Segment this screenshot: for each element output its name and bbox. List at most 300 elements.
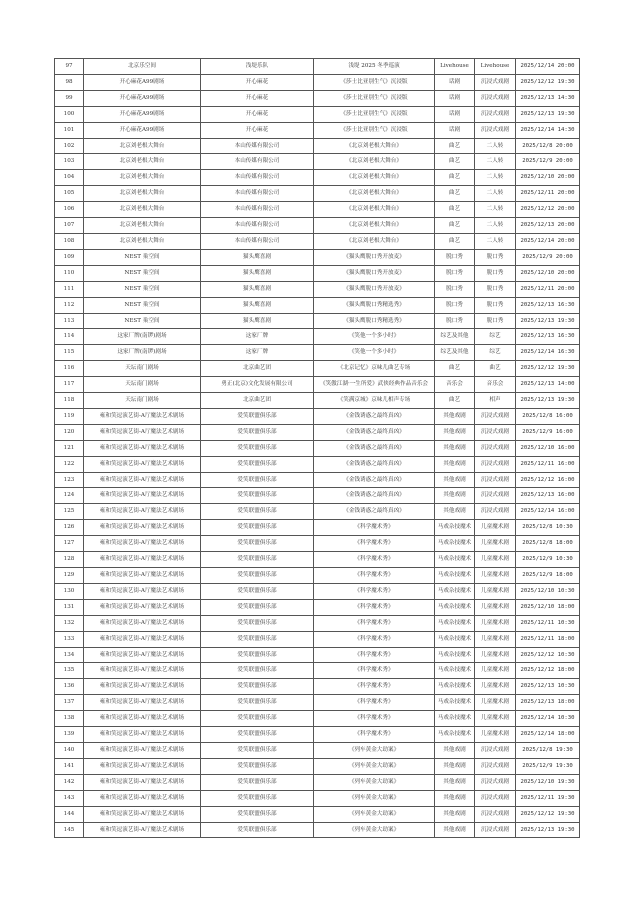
organizer-cell: 爱笑联盟俱乐部 bbox=[201, 583, 314, 599]
category-cell: 其他戏剧 bbox=[435, 440, 475, 456]
showtime-cell: 2025/12/14 16:30 bbox=[516, 345, 580, 361]
showtime-cell: 2025/12/11 19:30 bbox=[516, 790, 580, 806]
organizer-cell: 爱笑联盟俱乐部 bbox=[201, 758, 314, 774]
row-number-cell: 100 bbox=[55, 106, 84, 122]
venue-cell: 北京刘老根大舞台 bbox=[84, 138, 201, 154]
category-cell: 音乐会 bbox=[435, 377, 475, 393]
subcategory-cell: 沉浸式戏剧 bbox=[475, 408, 516, 424]
showtime-cell: 2025/12/10 20:00 bbox=[516, 265, 580, 281]
table-row bbox=[55, 345, 580, 361]
venue-cell: 北京刘老根大舞台 bbox=[84, 233, 201, 249]
category-cell: 其他戏剧 bbox=[435, 472, 475, 488]
performance-schedule-table bbox=[54, 58, 580, 838]
category-cell: 马戏杂技魔术 bbox=[435, 647, 475, 663]
showtime-cell: 2025/12/12 20:00 bbox=[516, 202, 580, 218]
venue-cell: 雍和笑逗演艺街-A厅魔法艺术剧场 bbox=[84, 679, 201, 695]
row-number-cell: 97 bbox=[55, 59, 84, 75]
show-title-cell: 《科学魔术秀》 bbox=[314, 695, 435, 711]
subcategory-cell: 脱口秀 bbox=[475, 249, 516, 265]
row-number-cell: 111 bbox=[55, 281, 84, 297]
show-title-cell: 《北京刘老根大舞台》 bbox=[314, 218, 435, 234]
venue-cell: 北京刘老根大舞台 bbox=[84, 170, 201, 186]
show-title-cell: 《金钱诱惑之最终真凶》 bbox=[314, 488, 435, 504]
organizer-cell: 北京曲艺团 bbox=[201, 361, 314, 377]
organizer-cell: 爱笑联盟俱乐部 bbox=[201, 806, 314, 822]
show-title-cell: 《笑他一个多小时》 bbox=[314, 329, 435, 345]
table-row bbox=[55, 695, 580, 711]
show-title-cell: 《莎士比亚别生气》沉浸版 bbox=[314, 74, 435, 90]
showtime-cell: 2025/12/13 16:00 bbox=[516, 488, 580, 504]
category-cell: 话剧 bbox=[435, 122, 475, 138]
venue-cell: 北京刘老根大舞台 bbox=[84, 186, 201, 202]
venue-cell: 北京刘老根大舞台 bbox=[84, 202, 201, 218]
table-row bbox=[55, 504, 580, 520]
venue-cell: 开心麻花A99剧场 bbox=[84, 74, 201, 90]
venue-cell: 雍和笑逗演艺街-A厅魔法艺术剧场 bbox=[84, 663, 201, 679]
table-row bbox=[55, 456, 580, 472]
show-title-cell: 《科学魔术秀》 bbox=[314, 568, 435, 584]
organizer-cell: 爱笑联盟俱乐部 bbox=[201, 568, 314, 584]
show-title-cell: 《笑傲江湖·一生所爱》武侠经典作品音乐会 bbox=[314, 377, 435, 393]
venue-cell: 这家厂牌(南锣)剧场 bbox=[84, 345, 201, 361]
show-title-cell: 《笑满京城》京味儿相声专场 bbox=[314, 393, 435, 409]
table-row bbox=[55, 552, 580, 568]
row-number-cell: 123 bbox=[55, 472, 84, 488]
subcategory-cell: 音乐会 bbox=[475, 377, 516, 393]
showtime-cell: 2025/12/9 16:00 bbox=[516, 424, 580, 440]
category-cell: 脱口秀 bbox=[435, 265, 475, 281]
showtime-cell: 2025/12/9 10:30 bbox=[516, 552, 580, 568]
venue-cell: 雍和笑逗演艺街-A厅魔法艺术剧场 bbox=[84, 408, 201, 424]
show-title-cell: 《莎士比亚别生气》沉浸版 bbox=[314, 106, 435, 122]
row-number-cell: 132 bbox=[55, 615, 84, 631]
show-title-cell: 《列车黄金大劫案》 bbox=[314, 758, 435, 774]
organizer-cell: 爱笑联盟俱乐部 bbox=[201, 727, 314, 743]
organizer-cell: 勇正(北京)文化发展有限公司 bbox=[201, 377, 314, 393]
venue-cell: 雍和笑逗演艺街-A厅魔法艺术剧场 bbox=[84, 790, 201, 806]
organizer-cell: 浅堤乐队 bbox=[201, 59, 314, 75]
showtime-cell: 2025/12/13 18:00 bbox=[516, 695, 580, 711]
category-cell: 话剧 bbox=[435, 90, 475, 106]
subcategory-cell: 综艺 bbox=[475, 329, 516, 345]
table-row bbox=[55, 233, 580, 249]
organizer-cell: 本山传媒有限公司 bbox=[201, 233, 314, 249]
subcategory-cell: 儿童魔术剧 bbox=[475, 727, 516, 743]
organizer-cell: 本山传媒有限公司 bbox=[201, 138, 314, 154]
venue-cell: 雍和笑逗演艺街-A厅魔法艺术剧场 bbox=[84, 568, 201, 584]
showtime-cell: 2025/12/9 18:00 bbox=[516, 568, 580, 584]
table-row bbox=[55, 790, 580, 806]
table-row bbox=[55, 711, 580, 727]
category-cell: 曲艺 bbox=[435, 393, 475, 409]
organizer-cell: 爱笑联盟俱乐部 bbox=[201, 615, 314, 631]
table-row bbox=[55, 297, 580, 313]
show-title-cell: 《北京刘老根大舞台》 bbox=[314, 233, 435, 249]
category-cell: 话剧 bbox=[435, 74, 475, 90]
subcategory-cell: 沉浸式戏剧 bbox=[475, 74, 516, 90]
subcategory-cell: 沉浸式戏剧 bbox=[475, 472, 516, 488]
venue-cell: 雍和笑逗演艺街-A厅魔法艺术剧场 bbox=[84, 552, 201, 568]
subcategory-cell: 综艺 bbox=[475, 345, 516, 361]
row-number-cell: 130 bbox=[55, 583, 84, 599]
row-number-cell: 105 bbox=[55, 186, 84, 202]
subcategory-cell: Livehouse bbox=[475, 59, 516, 75]
venue-cell: 北京刘老根大舞台 bbox=[84, 218, 201, 234]
subcategory-cell: 二人转 bbox=[475, 138, 516, 154]
show-title-cell: 《科学魔术秀》 bbox=[314, 536, 435, 552]
show-title-cell: 《列车黄金大劫案》 bbox=[314, 742, 435, 758]
venue-cell: NEST 巢空间 bbox=[84, 281, 201, 297]
row-number-cell: 131 bbox=[55, 599, 84, 615]
venue-cell: 雍和笑逗演艺街-A厅魔法艺术剧场 bbox=[84, 472, 201, 488]
showtime-cell: 2025/12/10 18:00 bbox=[516, 599, 580, 615]
organizer-cell: 爱笑联盟俱乐部 bbox=[201, 822, 314, 838]
organizer-cell: 爱笑联盟俱乐部 bbox=[201, 424, 314, 440]
showtime-cell: 2025/12/13 19:30 bbox=[516, 822, 580, 838]
row-number-cell: 136 bbox=[55, 679, 84, 695]
venue-cell: 雍和笑逗演艺街-A厅魔法艺术剧场 bbox=[84, 822, 201, 838]
venue-cell: 开心麻花A99剧场 bbox=[84, 122, 201, 138]
table-row bbox=[55, 568, 580, 584]
showtime-cell: 2025/12/12 19:30 bbox=[516, 361, 580, 377]
show-title-cell: 《列车黄金大劫案》 bbox=[314, 822, 435, 838]
row-number-cell: 118 bbox=[55, 393, 84, 409]
organizer-cell: 爱笑联盟俱乐部 bbox=[201, 472, 314, 488]
showtime-cell: 2025/12/13 16:30 bbox=[516, 329, 580, 345]
category-cell: 马戏杂技魔术 bbox=[435, 679, 475, 695]
organizer-cell: 爱笑联盟俱乐部 bbox=[201, 488, 314, 504]
showtime-cell: 2025/12/11 18:00 bbox=[516, 631, 580, 647]
show-title-cell: 《列车黄金大劫案》 bbox=[314, 790, 435, 806]
subcategory-cell: 沉浸式戏剧 bbox=[475, 790, 516, 806]
showtime-cell: 2025/12/14 20:00 bbox=[516, 59, 580, 75]
venue-cell: NEST 巢空间 bbox=[84, 265, 201, 281]
row-number-cell: 133 bbox=[55, 631, 84, 647]
show-title-cell: 《列车黄金大劫案》 bbox=[314, 774, 435, 790]
venue-cell: 雍和笑逗演艺街-A厅魔法艺术剧场 bbox=[84, 727, 201, 743]
table-row bbox=[55, 154, 580, 170]
show-title-cell: 《列车黄金大劫案》 bbox=[314, 806, 435, 822]
show-title-cell: 《金钱诱惑之最终真凶》 bbox=[314, 424, 435, 440]
organizer-cell: 本山传媒有限公司 bbox=[201, 170, 314, 186]
category-cell: 其他戏剧 bbox=[435, 488, 475, 504]
row-number-cell: 141 bbox=[55, 758, 84, 774]
row-number-cell: 138 bbox=[55, 711, 84, 727]
row-number-cell: 125 bbox=[55, 504, 84, 520]
category-cell: 马戏杂技魔术 bbox=[435, 568, 475, 584]
table-row bbox=[55, 170, 580, 186]
show-title-cell: 《莎士比亚别生气》沉浸版 bbox=[314, 90, 435, 106]
subcategory-cell: 儿童魔术剧 bbox=[475, 679, 516, 695]
venue-cell: 雍和笑逗演艺街-A厅魔法艺术剧场 bbox=[84, 599, 201, 615]
show-title-cell: 《科学魔术秀》 bbox=[314, 647, 435, 663]
row-number-cell: 114 bbox=[55, 329, 84, 345]
organizer-cell: 爱笑联盟俱乐部 bbox=[201, 647, 314, 663]
subcategory-cell: 儿童魔术剧 bbox=[475, 615, 516, 631]
show-title-cell: 《北京刘老根大舞台》 bbox=[314, 170, 435, 186]
organizer-cell: 本山传媒有限公司 bbox=[201, 154, 314, 170]
row-number-cell: 119 bbox=[55, 408, 84, 424]
organizer-cell: 爱笑联盟俱乐部 bbox=[201, 520, 314, 536]
subcategory-cell: 儿童魔术剧 bbox=[475, 695, 516, 711]
subcategory-cell: 儿童魔术剧 bbox=[475, 583, 516, 599]
category-cell: 其他戏剧 bbox=[435, 456, 475, 472]
venue-cell: 这家厂牌(南锣)剧场 bbox=[84, 329, 201, 345]
category-cell: 马戏杂技魔术 bbox=[435, 599, 475, 615]
venue-cell: 雍和笑逗演艺街-A厅魔法艺术剧场 bbox=[84, 647, 201, 663]
subcategory-cell: 沉浸式戏剧 bbox=[475, 742, 516, 758]
category-cell: 曲艺 bbox=[435, 218, 475, 234]
organizer-cell: 爱笑联盟俱乐部 bbox=[201, 711, 314, 727]
row-number-cell: 108 bbox=[55, 233, 84, 249]
category-cell: 曲艺 bbox=[435, 170, 475, 186]
show-title-cell: 《科学魔术秀》 bbox=[314, 520, 435, 536]
category-cell: 综艺及其他 bbox=[435, 329, 475, 345]
subcategory-cell: 二人转 bbox=[475, 202, 516, 218]
showtime-cell: 2025/12/9 20:00 bbox=[516, 154, 580, 170]
table-row bbox=[55, 186, 580, 202]
table-row bbox=[55, 90, 580, 106]
category-cell: 曲艺 bbox=[435, 154, 475, 170]
showtime-cell: 2025/12/10 20:00 bbox=[516, 170, 580, 186]
table-row bbox=[55, 393, 580, 409]
venue-cell: 雍和笑逗演艺街-A厅魔法艺术剧场 bbox=[84, 758, 201, 774]
row-number-cell: 137 bbox=[55, 695, 84, 711]
showtime-cell: 2025/12/14 16:00 bbox=[516, 504, 580, 520]
organizer-cell: 爱笑联盟俱乐部 bbox=[201, 408, 314, 424]
category-cell: 曲艺 bbox=[435, 202, 475, 218]
venue-cell: 天坛南门剧场 bbox=[84, 393, 201, 409]
row-number-cell: 110 bbox=[55, 265, 84, 281]
showtime-cell: 2025/12/14 18:00 bbox=[516, 727, 580, 743]
subcategory-cell: 沉浸式戏剧 bbox=[475, 106, 516, 122]
category-cell: 脱口秀 bbox=[435, 313, 475, 329]
table-row bbox=[55, 806, 580, 822]
showtime-cell: 2025/12/12 18:00 bbox=[516, 663, 580, 679]
organizer-cell: 爱笑联盟俱乐部 bbox=[201, 790, 314, 806]
venue-cell: 雍和笑逗演艺街-A厅魔法艺术剧场 bbox=[84, 424, 201, 440]
organizer-cell: 爱笑联盟俱乐部 bbox=[201, 599, 314, 615]
row-number-cell: 121 bbox=[55, 440, 84, 456]
organizer-cell: 猫头鹰喜剧 bbox=[201, 313, 314, 329]
showtime-cell: 2025/12/13 19:30 bbox=[516, 313, 580, 329]
row-number-cell: 122 bbox=[55, 456, 84, 472]
show-title-cell: 《科学魔术秀》 bbox=[314, 631, 435, 647]
venue-cell: 雍和笑逗演艺街-A厅魔法艺术剧场 bbox=[84, 520, 201, 536]
table-row bbox=[55, 822, 580, 838]
row-number-cell: 126 bbox=[55, 520, 84, 536]
table-row bbox=[55, 138, 580, 154]
category-cell: 马戏杂技魔术 bbox=[435, 711, 475, 727]
organizer-cell: 猫头鹰喜剧 bbox=[201, 265, 314, 281]
category-cell: 其他戏剧 bbox=[435, 424, 475, 440]
table-row bbox=[55, 615, 580, 631]
subcategory-cell: 二人转 bbox=[475, 154, 516, 170]
venue-cell: NEST 巢空间 bbox=[84, 313, 201, 329]
row-number-cell: 127 bbox=[55, 536, 84, 552]
organizer-cell: 爱笑联盟俱乐部 bbox=[201, 504, 314, 520]
organizer-cell: 开心麻花 bbox=[201, 90, 314, 106]
category-cell: 曲艺 bbox=[435, 186, 475, 202]
show-title-cell: 《金钱诱惑之最终真凶》 bbox=[314, 440, 435, 456]
show-title-cell: 《金钱诱惑之最终真凶》 bbox=[314, 456, 435, 472]
category-cell: 马戏杂技魔术 bbox=[435, 583, 475, 599]
category-cell: 马戏杂技魔术 bbox=[435, 663, 475, 679]
venue-cell: 雍和笑逗演艺街-A厅魔法艺术剧场 bbox=[84, 440, 201, 456]
table-row bbox=[55, 122, 580, 138]
table-row bbox=[55, 727, 580, 743]
organizer-cell: 本山传媒有限公司 bbox=[201, 202, 314, 218]
show-title-cell: 《科学魔术秀》 bbox=[314, 583, 435, 599]
organizer-cell: 猫头鹰喜剧 bbox=[201, 297, 314, 313]
table-row bbox=[55, 281, 580, 297]
category-cell: 曲艺 bbox=[435, 361, 475, 377]
venue-cell: 天坛南门剧场 bbox=[84, 377, 201, 393]
show-title-cell: 《科学魔术秀》 bbox=[314, 615, 435, 631]
showtime-cell: 2025/12/14 20:00 bbox=[516, 233, 580, 249]
subcategory-cell: 沉浸式戏剧 bbox=[475, 488, 516, 504]
row-number-cell: 134 bbox=[55, 647, 84, 663]
show-title-cell: 浅堤 2025 冬季巡演 bbox=[314, 59, 435, 75]
showtime-cell: 2025/12/13 19:30 bbox=[516, 393, 580, 409]
table-row bbox=[55, 583, 580, 599]
showtime-cell: 2025/12/12 16:00 bbox=[516, 472, 580, 488]
category-cell: 曲艺 bbox=[435, 138, 475, 154]
table-row bbox=[55, 361, 580, 377]
show-title-cell: 《金钱诱惑之最终真凶》 bbox=[314, 504, 435, 520]
row-number-cell: 129 bbox=[55, 568, 84, 584]
organizer-cell: 爱笑联盟俱乐部 bbox=[201, 536, 314, 552]
organizer-cell: 猫头鹰喜剧 bbox=[201, 249, 314, 265]
organizer-cell: 这家厂牌 bbox=[201, 329, 314, 345]
show-title-cell: 《科学魔术秀》 bbox=[314, 679, 435, 695]
organizer-cell: 本山传媒有限公司 bbox=[201, 186, 314, 202]
showtime-cell: 2025/12/8 16:00 bbox=[516, 408, 580, 424]
table-row bbox=[55, 679, 580, 695]
table-row bbox=[55, 74, 580, 90]
showtime-cell: 2025/12/12 10:30 bbox=[516, 647, 580, 663]
row-number-cell: 106 bbox=[55, 202, 84, 218]
showtime-cell: 2025/12/14 14:30 bbox=[516, 122, 580, 138]
venue-cell: 雍和笑逗演艺街-A厅魔法艺术剧场 bbox=[84, 615, 201, 631]
venue-cell: 雍和笑逗演艺街-A厅魔法艺术剧场 bbox=[84, 711, 201, 727]
subcategory-cell: 沉浸式戏剧 bbox=[475, 822, 516, 838]
table-row bbox=[55, 520, 580, 536]
show-title-cell: 《猫头鹰脱口秀开放麦》 bbox=[314, 265, 435, 281]
venue-cell: NEST 巢空间 bbox=[84, 297, 201, 313]
subcategory-cell: 儿童魔术剧 bbox=[475, 647, 516, 663]
organizer-cell: 爱笑联盟俱乐部 bbox=[201, 742, 314, 758]
show-title-cell: 《科学魔术秀》 bbox=[314, 727, 435, 743]
row-number-cell: 145 bbox=[55, 822, 84, 838]
row-number-cell: 103 bbox=[55, 154, 84, 170]
subcategory-cell: 儿童魔术剧 bbox=[475, 599, 516, 615]
venue-cell: 北京乐空间 bbox=[84, 59, 201, 75]
category-cell: 马戏杂技魔术 bbox=[435, 536, 475, 552]
venue-cell: 雍和笑逗演艺街-A厅魔法艺术剧场 bbox=[84, 806, 201, 822]
venue-cell: 雍和笑逗演艺街-A厅魔法艺术剧场 bbox=[84, 536, 201, 552]
table-body bbox=[55, 59, 580, 838]
venue-cell: 雍和笑逗演艺街-A厅魔法艺术剧场 bbox=[84, 774, 201, 790]
row-number-cell: 112 bbox=[55, 297, 84, 313]
showtime-cell: 2025/12/11 20:00 bbox=[516, 281, 580, 297]
showtime-cell: 2025/12/13 19:30 bbox=[516, 106, 580, 122]
show-title-cell: 《猫头鹰脱口秀精选秀》 bbox=[314, 313, 435, 329]
category-cell: 脱口秀 bbox=[435, 281, 475, 297]
venue-cell: 雍和笑逗演艺街-A厅魔法艺术剧场 bbox=[84, 631, 201, 647]
show-title-cell: 《笑他一个多小时》 bbox=[314, 345, 435, 361]
organizer-cell: 开心麻花 bbox=[201, 106, 314, 122]
table-row bbox=[55, 329, 580, 345]
category-cell: 其他戏剧 bbox=[435, 774, 475, 790]
table-row bbox=[55, 408, 580, 424]
venue-cell: NEST 巢空间 bbox=[84, 249, 201, 265]
category-cell: 综艺及其他 bbox=[435, 345, 475, 361]
category-cell: 其他戏剧 bbox=[435, 822, 475, 838]
table-row bbox=[55, 59, 580, 75]
venue-cell: 开心麻花A99剧场 bbox=[84, 106, 201, 122]
row-number-cell: 102 bbox=[55, 138, 84, 154]
showtime-cell: 2025/12/14 10:30 bbox=[516, 711, 580, 727]
organizer-cell: 爱笑联盟俱乐部 bbox=[201, 440, 314, 456]
table-row bbox=[55, 536, 580, 552]
category-cell: 马戏杂技魔术 bbox=[435, 615, 475, 631]
table-row bbox=[55, 647, 580, 663]
table-row bbox=[55, 377, 580, 393]
showtime-cell: 2025/12/10 16:00 bbox=[516, 440, 580, 456]
venue-cell: 雍和笑逗演艺街-A厅魔法艺术剧场 bbox=[84, 583, 201, 599]
row-number-cell: 101 bbox=[55, 122, 84, 138]
subcategory-cell: 相声 bbox=[475, 393, 516, 409]
organizer-cell: 爱笑联盟俱乐部 bbox=[201, 552, 314, 568]
venue-cell: 开心麻花A99剧场 bbox=[84, 90, 201, 106]
row-number-cell: 113 bbox=[55, 313, 84, 329]
row-number-cell: 140 bbox=[55, 742, 84, 758]
venue-cell: 雍和笑逗演艺街-A厅魔法艺术剧场 bbox=[84, 488, 201, 504]
subcategory-cell: 二人转 bbox=[475, 218, 516, 234]
category-cell: 其他戏剧 bbox=[435, 758, 475, 774]
subcategory-cell: 儿童魔术剧 bbox=[475, 663, 516, 679]
category-cell: 其他戏剧 bbox=[435, 408, 475, 424]
category-cell: 马戏杂技魔术 bbox=[435, 520, 475, 536]
category-cell: 曲艺 bbox=[435, 233, 475, 249]
show-title-cell: 《科学魔术秀》 bbox=[314, 663, 435, 679]
subcategory-cell: 沉浸式戏剧 bbox=[475, 758, 516, 774]
category-cell: 话剧 bbox=[435, 106, 475, 122]
venue-cell: 雍和笑逗演艺街-A厅魔法艺术剧场 bbox=[84, 695, 201, 711]
show-title-cell: 《猫头鹰脱口秀精选秀》 bbox=[314, 297, 435, 313]
organizer-cell: 本山传媒有限公司 bbox=[201, 218, 314, 234]
table-row bbox=[55, 218, 580, 234]
organizer-cell: 这家厂牌 bbox=[201, 345, 314, 361]
subcategory-cell: 脱口秀 bbox=[475, 265, 516, 281]
table-row bbox=[55, 488, 580, 504]
table-row bbox=[55, 631, 580, 647]
category-cell: 脱口秀 bbox=[435, 249, 475, 265]
subcategory-cell: 儿童魔术剧 bbox=[475, 711, 516, 727]
table-row bbox=[55, 440, 580, 456]
venue-cell: 天坛南门剧场 bbox=[84, 361, 201, 377]
subcategory-cell: 二人转 bbox=[475, 186, 516, 202]
table-row bbox=[55, 265, 580, 281]
show-title-cell: 《科学魔术秀》 bbox=[314, 552, 435, 568]
showtime-cell: 2025/12/11 20:00 bbox=[516, 186, 580, 202]
row-number-cell: 98 bbox=[55, 74, 84, 90]
subcategory-cell: 儿童魔术剧 bbox=[475, 631, 516, 647]
table-row bbox=[55, 663, 580, 679]
showtime-cell: 2025/12/10 19:30 bbox=[516, 774, 580, 790]
organizer-cell: 爱笑联盟俱乐部 bbox=[201, 456, 314, 472]
